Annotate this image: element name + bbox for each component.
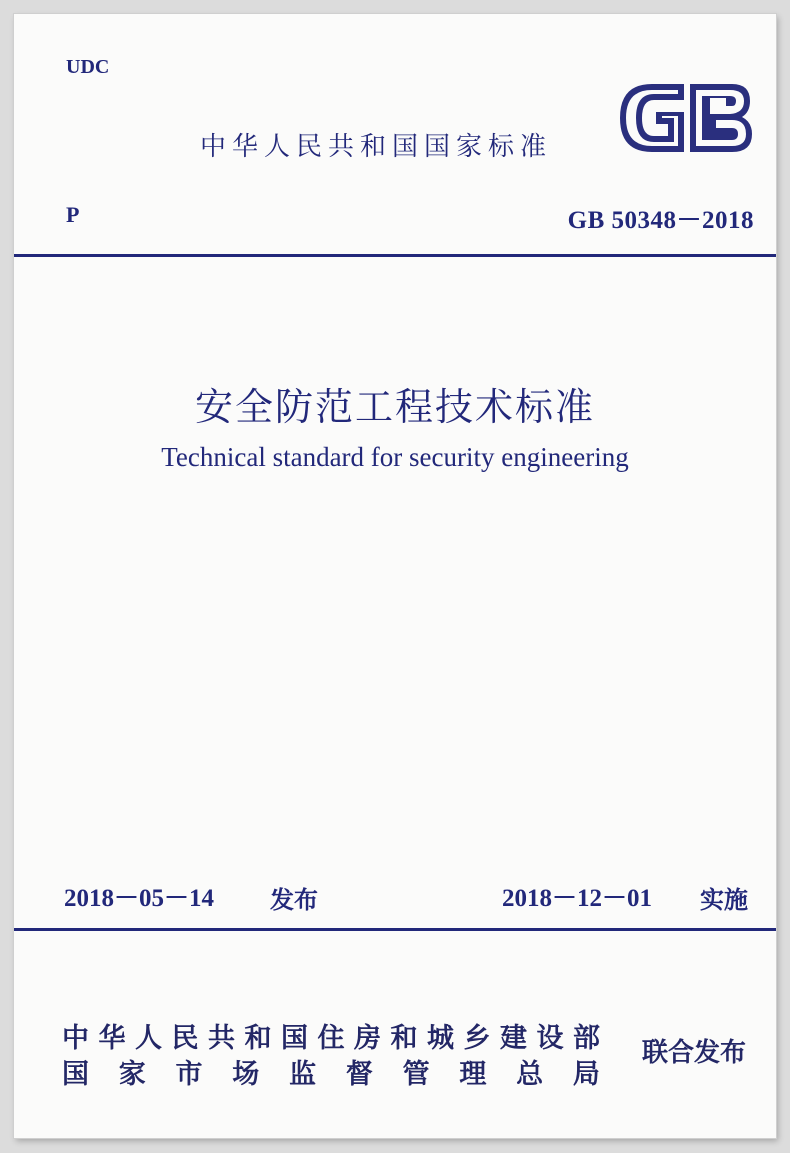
publisher-char: 设 [536, 1023, 564, 1054]
publisher-char: 建 [500, 1023, 527, 1054]
standard-number: GB 50348－2018 [567, 207, 754, 234]
publisher-char: 华 [98, 1023, 126, 1054]
udc-label: UDC [66, 56, 110, 78]
issue-label: 发布 [270, 886, 318, 914]
publisher-char: 住 [317, 1023, 345, 1054]
publisher-char: 共 [208, 1023, 235, 1054]
authority-title: 中华人民共和国国家标准 [200, 132, 553, 162]
publisher-char: 民 [171, 1023, 199, 1054]
publisher-char: 国 [62, 1059, 89, 1090]
publisher-char: 局 [572, 1059, 600, 1090]
title-chinese: 安全防范工程技术标准 [194, 387, 595, 429]
publisher-char: 乡 [463, 1023, 491, 1054]
publisher-char: 总 [516, 1059, 544, 1090]
issue-date: 2018－05－14 [64, 885, 215, 912]
publisher-char: 和 [244, 1023, 272, 1054]
standard-cover [14, 14, 776, 1138]
implementation-date: 2018－12－01 [502, 885, 653, 912]
publisher-char: 市 [175, 1059, 203, 1090]
classification-code: P [66, 202, 80, 227]
publisher-char: 督 [345, 1059, 373, 1090]
publisher-char: 部 [573, 1023, 600, 1054]
publisher-char: 中 [62, 1023, 89, 1054]
publisher-line-2 [62, 1052, 600, 1091]
publisher-char: 和 [390, 1023, 418, 1054]
publisher-char: 管 [402, 1059, 430, 1090]
publisher-char: 家 [118, 1059, 146, 1090]
implementation-label: 实施 [700, 886, 748, 914]
publisher-char: 场 [232, 1059, 260, 1090]
publisher-char: 理 [459, 1059, 487, 1090]
publisher-char: 人 [135, 1023, 162, 1054]
publisher-line-1 [62, 1016, 600, 1055]
publisher-char: 城 [427, 1023, 454, 1054]
joint-publish-label: 联合发布 [642, 1038, 747, 1068]
top-divider [14, 254, 776, 257]
title-english: Technical standard for security engineering [161, 442, 629, 472]
gb-logo-icon [614, 80, 756, 156]
publisher-char: 国 [281, 1023, 308, 1054]
bottom-divider [14, 928, 776, 931]
publisher-char: 房 [354, 1023, 381, 1054]
publisher-char: 监 [289, 1059, 317, 1090]
